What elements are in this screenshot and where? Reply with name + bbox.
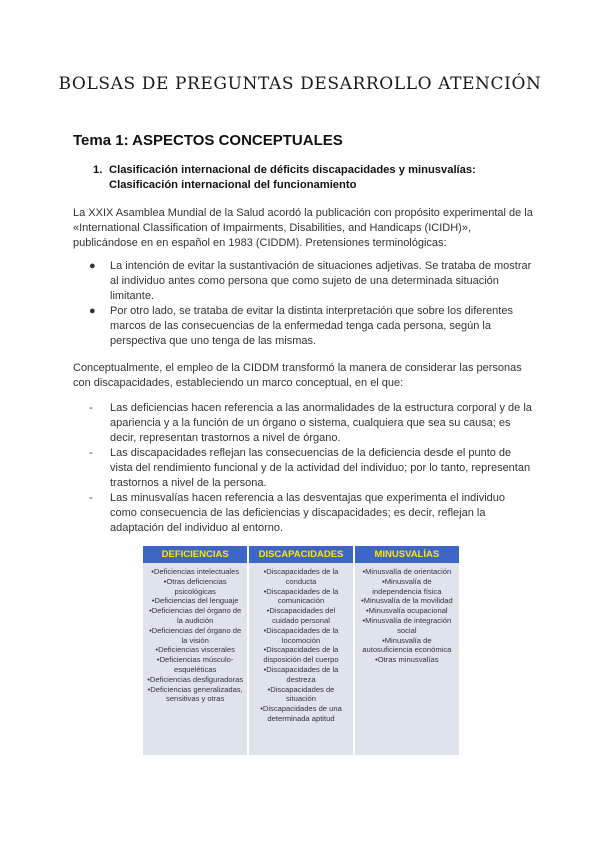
list-item (73, 304, 533, 349)
table-cell-item: •Discapacidades de una determinada aptitud (260, 704, 342, 723)
table-cell-item: •Deficiencias generalizadas, sensitivas y otras (147, 684, 243, 704)
table-cell-item: •Discapacidades de la locomoción (263, 625, 339, 645)
list-item-text: La intención de evitar la sustantivación de situaciones adjetivas. Se trataba de mostrar al individuo antes como persona que como sujeto de una determinada situación limitante. (110, 260, 532, 302)
table-cell-item: •Minusvalía de autosuficiencia económica (362, 635, 452, 655)
list-item (73, 446, 533, 491)
table-cell-item: •Deficiencias viscerales (155, 645, 235, 655)
table-cell-item: •Otras deficiencias psicológicas (163, 576, 227, 596)
table-cell-item: •Discapacidades de la disposición del cuerpo (263, 645, 339, 665)
list-item (73, 401, 533, 446)
header-deficiencias: DEFICIENCIAS (143, 546, 248, 563)
table-cell-item: •Deficiencias intelectuales (151, 567, 240, 576)
table-header-row (143, 546, 459, 563)
table-cell-item: •Discapacidades del cuidado personal (266, 606, 336, 625)
table-cell-item: •Discapacidades de situación (267, 684, 335, 704)
column-discapacidades (248, 563, 353, 755)
list-item-text: Las discapacidades reflejan las consecuencias de la deficiencia desde el punto de vista del rendimiento funcional y de la actividad del individuo; por lo tanto, representan trastornos a nivel de la persona. (110, 447, 531, 489)
dash-list (73, 401, 533, 536)
section-heading: Tema 1: ASPECTOS CONCEPTUALES (73, 132, 343, 149)
concept-paragraph: Conceptualmente, el empleo de la CIDDM transformó la manera de considerar las personas con discapacidades, estableciendo un marco conceptual, en el que: (73, 362, 522, 389)
table-cell-item: •Otras minusvalías (375, 655, 439, 665)
header-minusvalias: MINUSVALÍAS (354, 546, 459, 563)
table-cell-item: •Minusvalía ocupacional (366, 606, 448, 616)
table-cell-item: •Discapacidades de la destreza (263, 664, 339, 684)
column-deficiencias (143, 563, 248, 755)
header-discapacidades: DISCAPACIDADES (248, 546, 353, 563)
classification-table (143, 546, 459, 755)
table-cell-item: •Deficiencias del órgano de la audición (149, 606, 242, 625)
subsection-number: 1. (93, 164, 103, 176)
list-item-text: Las minusvalías hacen referencia a las desventajas que experimenta el individuo como consecuencia de las deficiencias y discapacidades; es decir, reflejan la adaptación del individuo al entorno. (110, 492, 506, 534)
page-title: BOLSAS DE PREGUNTAS DESARROLLO ATENCIÓN (58, 74, 542, 94)
table-cell-item: •Minusvalía de integración social (362, 615, 452, 635)
table-cell-item: •Discapacidades de la comunicación (263, 586, 339, 606)
list-item (73, 491, 533, 536)
table-cell-item: •Deficiencias músculo-esqueléticas (156, 655, 234, 674)
table-cell-item: •Minusvalía de la movilidad (360, 596, 453, 606)
table-cell-item: •Deficiencias desfiguradoras (147, 674, 244, 684)
subsection-title: Clasificación internacional de déficits discapacidades y minusvalías: Clasificación internacional del funcionamiento (109, 164, 476, 191)
column-minusvalias (354, 563, 459, 755)
table-row (143, 563, 459, 755)
bullet-marker: ● (89, 305, 96, 317)
table-cell-item: •Discapacidades de la conducta (263, 567, 339, 586)
table-cell-item: •Minusvalía de orientación (362, 567, 452, 576)
table-cell-item: •Minusvalía de independencia física (372, 576, 442, 596)
table-cell-item: •Deficiencias del lenguaje (151, 596, 239, 606)
dash-marker: - (89, 402, 93, 414)
list-item-text: Las deficiencias hacen referencia a las anormalidades de la estructura corporal y de la apariencia y a la función de un órgano o sistema, cualquiera que sea su causa; es decir, representan trastornos a nivel de órgano. (110, 402, 532, 444)
intro-paragraph: La XXIX Asamblea Mundial de la Salud acordó la publicación con propósito experimental de la «International Classification of Impairments, Disabilities, and Handicaps (ICIDH)», publicándose en en español en 1983 (CIDDM). Pretensiones terminológicas: (73, 207, 533, 249)
bullet-list (73, 259, 533, 349)
dash-marker: - (89, 492, 93, 504)
bullet-marker: ● (89, 260, 96, 272)
dash-marker: - (89, 447, 93, 459)
table-cell-item: •Deficiencias del órgano de la visión (149, 625, 242, 645)
list-item-text: Por otro lado, se trataba de evitar la distinta interpretación que sobre los diferentes marcos de las consecuencias de la enfermedad tenga cada persona, según la perspectiva que uno tenga de las mismas. (110, 305, 513, 347)
list-item (73, 259, 533, 304)
